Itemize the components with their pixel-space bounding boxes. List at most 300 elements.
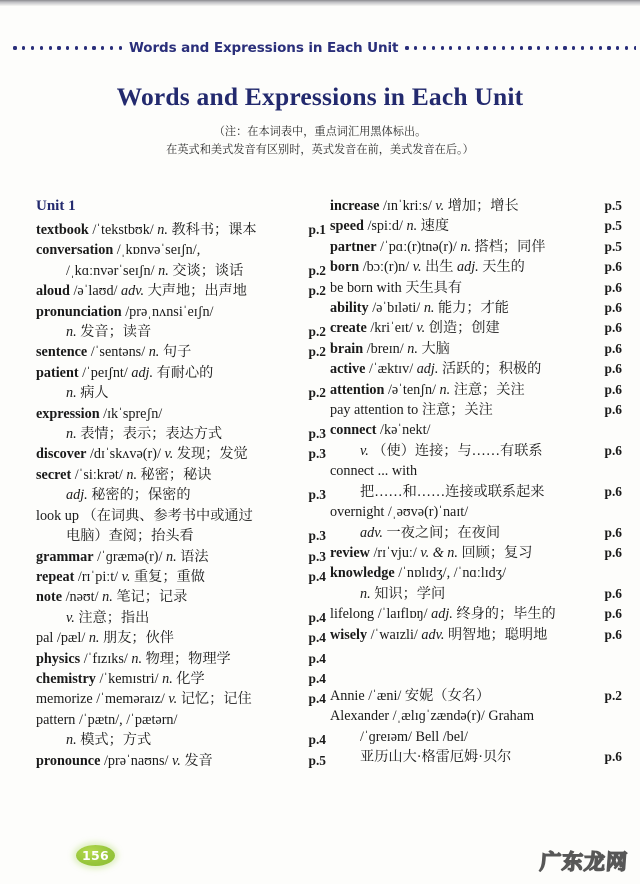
entry-line <box>36 628 326 648</box>
entry-page-ref: p.4 <box>308 650 326 666</box>
entry-line <box>36 669 326 689</box>
entry-text <box>330 318 599 338</box>
entry-text <box>330 727 616 747</box>
entry-part-of-speech: v. <box>416 320 426 337</box>
entry-phonetic: /ˈsiːkrət/ <box>74 466 123 483</box>
entry-text <box>330 196 599 216</box>
entry-part-of-speech: v. <box>66 609 75 626</box>
entry-headword: physics <box>36 650 81 667</box>
entry-phonetic: /dɪˈskʌvə(r)/ <box>89 446 161 463</box>
entry-phonetic: /ˈæni/ <box>368 687 402 704</box>
entry-headword: active <box>330 361 366 378</box>
entry-line <box>36 220 326 240</box>
entry-phonetic: /spiːd/ <box>367 218 403 235</box>
entry-text <box>36 465 320 485</box>
entry-translation: 创造；创建 <box>428 320 500 337</box>
entry-phonetic: /ɪnˈkriːs/ <box>382 198 432 214</box>
entry-page-ref: p.6 <box>604 442 622 458</box>
entry-text <box>330 237 599 257</box>
entry-headword: grammar <box>36 548 94 565</box>
entry-line <box>36 710 326 730</box>
entry-part-of-speech-2: adj. <box>457 259 479 276</box>
entry-page-ref: p.6 <box>604 544 622 560</box>
entry-text <box>36 322 303 342</box>
entry-phonetic: /ˈsentəns/ <box>90 344 146 361</box>
entry-page-ref: p.5 <box>308 752 326 768</box>
entry-line <box>330 482 622 502</box>
entry-line <box>330 584 622 604</box>
entry-page-ref: p.6 <box>604 279 622 295</box>
entry-translation: 语法 <box>180 548 209 565</box>
entry-translation: 教科书；课本 <box>171 222 257 238</box>
entry-headword: chemistry <box>36 670 96 687</box>
entry-translation: 有耐心的 <box>156 364 214 381</box>
entry-line <box>36 506 326 526</box>
entry-page-ref: p.6 <box>604 320 622 336</box>
entry-part-of-speech: adv. <box>421 626 445 643</box>
entry-translation: 注意；指出 <box>78 609 150 626</box>
dot-rule-right <box>405 41 636 55</box>
entry-translation: 笔记；记录 <box>116 589 188 606</box>
entry-text <box>330 584 599 604</box>
title-note-line-1: （注：在本词表中，重点词汇用黑体标出。 <box>213 126 427 138</box>
entry-line <box>330 727 622 747</box>
entry-phonetic: /ˈæktɪv/ <box>369 361 414 378</box>
entry-part-of-speech: adj. <box>416 361 439 378</box>
entry-translation: 把……和……连接或联系起来 <box>360 483 545 500</box>
entry-translation: 化学 <box>176 670 205 687</box>
entry-phonetic: /ˈtekstbʊk/ <box>92 222 154 238</box>
entry-part-of-speech: n. <box>131 650 143 667</box>
entry-phonetic: /ˈwaɪzli/ <box>370 626 418 643</box>
entry-headword: memorize <box>36 691 93 708</box>
entry-translation: 病人 <box>80 385 109 402</box>
entry-translation: 安妮（女名） <box>404 687 491 704</box>
entry-part-of-speech: v. <box>360 442 369 459</box>
entry-translation: 物理；物理学 <box>145 650 231 667</box>
entry-part-of-speech: n. <box>88 630 100 647</box>
entry-text <box>36 669 303 689</box>
entry-text <box>36 506 320 526</box>
entry-phonetic: /prəˈnaʊns/ <box>103 752 169 769</box>
entry-text <box>330 482 599 502</box>
entry-headword: wisely <box>330 626 368 643</box>
entry-part-of-speech: n. <box>158 262 169 279</box>
entry-headword: increase <box>330 198 380 214</box>
entry-headword: look up <box>36 507 79 524</box>
entry-text <box>330 563 616 583</box>
entry-phonetic: /bɔː(r)n/ <box>362 259 410 276</box>
unit-heading: Unit 1 <box>36 198 76 214</box>
entry-headword: overnight <box>330 504 385 521</box>
entry-text <box>330 441 599 461</box>
entry-phonetic: /ˌælɪɡˈzændə(r)/ <box>392 708 485 725</box>
entry-headword: speed <box>330 218 364 235</box>
entry-spacer <box>330 645 622 665</box>
entry-page-ref: p.2 <box>308 385 326 401</box>
entry-translation: 终身的；毕生的 <box>456 606 556 623</box>
entry-page-ref: p.2 <box>604 687 622 703</box>
entry-text <box>330 257 599 277</box>
entry-text <box>36 240 320 260</box>
entry-translation: 发现；发觉 <box>176 446 248 463</box>
entry-line <box>330 706 622 726</box>
entry-line <box>36 342 326 362</box>
entry-page-ref: p.4 <box>308 732 326 748</box>
entry-translation: 出生 <box>425 259 454 276</box>
entry-text <box>330 461 616 481</box>
entry-text <box>330 706 616 726</box>
entry-headword: lifelong <box>330 606 375 623</box>
entry-page-ref: p.2 <box>308 262 326 278</box>
entry-line <box>36 363 326 383</box>
entry-line <box>36 608 326 628</box>
entry-text <box>36 710 320 730</box>
entry-translation: 发音 <box>184 752 213 769</box>
entry-phonetic: /əˈbɪləti/ <box>372 300 421 317</box>
entry-translation: 记忆；记住 <box>180 691 252 708</box>
entry-page-ref: p.6 <box>604 524 622 540</box>
entry-headword: be born with <box>330 279 402 296</box>
entry-translation: 模式；方式 <box>80 732 152 749</box>
entry-page-ref: p.3 <box>308 528 326 544</box>
entry-headword: aloud <box>36 283 70 300</box>
entry-text <box>36 730 303 750</box>
entry-text <box>330 339 599 359</box>
entry-line <box>36 587 326 607</box>
entry-page-ref: p.6 <box>604 340 622 356</box>
entry-text <box>36 444 303 464</box>
entry-headword: repeat <box>36 568 75 585</box>
entry-page-ref: p.2 <box>308 344 326 360</box>
page-number-label: 156 <box>82 848 109 863</box>
entry-page-ref: p.1 <box>308 222 326 237</box>
entry-page-ref: p.4 <box>308 691 326 707</box>
entry-line <box>36 485 326 505</box>
entry-line <box>36 444 326 464</box>
entry-translation: 重复；重做 <box>133 568 205 585</box>
entry-line <box>330 359 622 379</box>
entry-translation-2: 天生的 <box>482 259 525 276</box>
entry-page-ref: p.6 <box>604 300 622 316</box>
entry-page-ref: p.4 <box>308 568 326 584</box>
entry-page-ref: p.6 <box>604 402 622 418</box>
entry-part-of-speech: n. <box>162 670 173 687</box>
entry-text <box>36 751 303 771</box>
entry-text <box>330 359 599 379</box>
entry-translation: 速度 <box>420 218 450 235</box>
entry-text <box>36 567 303 587</box>
entry-headword: patient <box>36 364 79 381</box>
entry-columns <box>36 196 622 834</box>
entry-headword: attention <box>330 381 385 398</box>
entry-part-of-speech: adv. <box>360 524 383 541</box>
entry-phonetic: /ˈmeməraɪz/ <box>96 691 165 708</box>
entry-part-of-speech: n. <box>423 300 435 317</box>
entry-page-ref: p.4 <box>308 670 326 686</box>
entry-headword: Alexander <box>330 708 390 725</box>
entry-text <box>330 216 599 236</box>
right-column <box>330 196 622 834</box>
running-head <box>0 38 640 58</box>
entry-phonetic: /kəˈnekt/ <box>380 422 431 439</box>
entry-part-of-speech: n. <box>66 324 77 341</box>
entry-page-ref: p.6 <box>604 483 622 499</box>
entry-phonetic: /pæl/ <box>56 630 86 647</box>
entry-headword: Annie <box>330 687 365 704</box>
entry-phonetic: /ˌkɑːnvərˈseɪʃn/ <box>66 262 155 279</box>
entry-text <box>36 587 320 607</box>
page-number-badge <box>76 845 115 866</box>
entry-page-ref: p.3 <box>308 426 326 442</box>
entry-headword: connect <box>330 422 377 439</box>
entry-headword: partner <box>330 238 377 255</box>
entry-translation: 朋友；伙伴 <box>103 630 174 647</box>
entry-headword: pal <box>36 630 54 647</box>
title-note-line-2: 在英式和美式发音有区别时，英式发音在前，美式发音在后。） <box>166 143 474 156</box>
entry-headword: discover <box>36 446 87 463</box>
entry-text <box>36 342 303 362</box>
page-title: Words and Expressions in Each Unit <box>116 82 524 111</box>
entry-line <box>330 216 622 236</box>
entry-part-of-speech: v. & n. <box>420 544 458 561</box>
entry-text <box>36 649 303 669</box>
entry-headword: pronounce <box>36 752 101 769</box>
left-entry-list <box>36 220 326 771</box>
entry-page-ref: p.6 <box>604 361 622 377</box>
entry-part-of-speech: n. <box>102 589 113 606</box>
entry-phonetic: /ˈlaɪflɒŋ/ <box>377 606 428 623</box>
entry-phonetic: /breɪn/ <box>366 340 404 357</box>
entry-translation: 秘密的；保密的 <box>91 487 191 504</box>
entry-phonetic: /prəˌnʌnsiˈeɪʃn/ <box>125 303 214 320</box>
entry-translation: （使）连接；与……有联系 <box>372 442 543 459</box>
entry-headword: sentence <box>36 344 88 361</box>
entry-phonetic: /əˈlaʊd/ <box>73 283 118 300</box>
entry-text <box>330 604 599 624</box>
entry-translation: 大脑 <box>421 340 450 357</box>
entry-translation: 能力；才能 <box>438 300 509 317</box>
entry-line <box>330 563 622 583</box>
entry-phonetic: /ˈɡreɪəm/ <box>360 728 412 745</box>
entry-part-of-speech: v. <box>121 568 131 585</box>
entry-translation: 发音；读音 <box>80 324 152 341</box>
entry-headword: pronunciation <box>36 303 122 320</box>
entry-part-of-speech: adj. <box>131 364 154 381</box>
entry-page-ref: p.5 <box>604 218 622 234</box>
entry-text <box>330 747 599 767</box>
entry-page-ref: p.2 <box>308 283 326 299</box>
entry-translation: 交谈；谈话 <box>172 262 244 279</box>
entry-text <box>36 526 303 546</box>
entry-line <box>330 625 622 645</box>
entry-part-of-speech: n. <box>148 344 160 361</box>
entry-phonetic: /ɪkˈspreʃn/ <box>103 405 163 422</box>
entry-translation: 回顾；复习 <box>461 544 533 561</box>
entry-text <box>330 625 599 645</box>
entry-part-of-speech: n. <box>439 381 451 398</box>
left-column <box>36 196 326 834</box>
entry-line <box>36 322 326 342</box>
entry-text <box>36 628 303 648</box>
entry-page-ref: p.6 <box>604 626 622 642</box>
entry-part-of-speech: n. <box>360 585 371 602</box>
entry-text <box>36 363 320 383</box>
entry-headword: knowledge <box>330 565 395 582</box>
entry-line <box>330 196 622 216</box>
entry-line <box>330 686 622 706</box>
entry-headword: textbook <box>36 222 89 238</box>
entry-line <box>330 523 622 543</box>
entry-phonetic: /ˈɡræmə(r)/ <box>97 548 163 565</box>
entry-text <box>330 278 599 298</box>
entry-translation: 活跃的；积极的 <box>441 361 542 378</box>
entry-text <box>330 686 599 706</box>
entry-text <box>36 404 320 424</box>
right-entry-list <box>330 196 622 767</box>
entry-line <box>36 302 326 322</box>
entry-phonetic: /ˈnɒlɪdʒ/, /ˈnɑːlɪdʒ/ <box>398 565 507 582</box>
entry-phonetic: /ˌəʊvə(r)ˈnaɪt/ <box>387 504 469 521</box>
entry-phonetic: /ˈfɪzɪks/ <box>83 650 128 667</box>
entry-text <box>36 383 303 403</box>
entry-translation: 注意；关注 <box>453 381 525 398</box>
entry-line <box>36 689 326 709</box>
entry-translation: 一夜之间；在夜间 <box>386 524 501 541</box>
entry-headword: brain <box>330 340 364 357</box>
entry-line <box>330 747 622 767</box>
entry-line <box>330 257 622 277</box>
entry-part-of-speech: n. <box>157 222 168 238</box>
entry-line <box>36 404 326 424</box>
entry-translation: 知识；学问 <box>374 585 446 602</box>
entry-line <box>330 237 622 257</box>
entry-page-ref: p.2 <box>308 324 326 340</box>
entry-phonetic: /rɪˈvjuː/ <box>373 544 417 561</box>
entry-name-tail: Graham <box>488 708 535 725</box>
entry-text <box>330 502 616 522</box>
entry-headword: pay attention to <box>330 402 419 419</box>
entry-text <box>330 380 599 400</box>
entry-name-tail: Bell /bel/ <box>415 728 468 745</box>
entry-phonetic: /rɪˈpiːt/ <box>77 568 119 585</box>
entry-line <box>330 543 622 563</box>
entry-line <box>330 400 622 420</box>
entry-translation: 表情；表示；表达方式 <box>80 426 223 443</box>
entry-line <box>330 298 622 318</box>
dot-rule-left <box>4 41 122 55</box>
entry-line <box>36 526 326 546</box>
entry-part-of-speech: v. <box>172 752 181 769</box>
entry-translation: 增加；增长 <box>447 198 519 214</box>
running-head-title: Words and Expressions in Each Unit <box>129 40 399 56</box>
entry-headword: born <box>330 259 360 276</box>
entry-phonetic: /ˈpɑː(r)tnə(r)/ <box>380 238 457 255</box>
entry-text <box>36 547 303 567</box>
entry-headword: create <box>330 320 367 337</box>
entry-part-of-speech: adv. <box>121 283 145 300</box>
entry-part-of-speech: n. <box>166 548 177 565</box>
entry-text <box>36 689 303 709</box>
entry-headword: secret <box>36 466 72 483</box>
entry-part-of-speech: adj. <box>431 606 453 623</box>
entry-text <box>330 298 599 318</box>
entry-translation: 句子 <box>162 344 192 361</box>
entry-line <box>36 240 326 260</box>
entry-part-of-speech: v. <box>412 259 422 276</box>
entry-part-of-speech: v. <box>164 446 174 463</box>
entry-phonetic: /ˈpeɪʃnt/ <box>82 364 128 381</box>
entry-part-of-speech: adj. <box>66 487 88 504</box>
entry-part-of-speech: n. <box>126 466 137 483</box>
entry-page-ref: p.6 <box>604 606 622 622</box>
scan-edge-band <box>0 0 640 6</box>
entry-page-ref: p.3 <box>308 487 326 503</box>
entry-translation: 明智地；聪明地 <box>447 626 548 643</box>
watermark: 广东龙网 <box>539 850 629 874</box>
entry-spacer <box>330 665 622 685</box>
entry-line <box>36 424 326 444</box>
entry-page-ref: p.4 <box>308 630 326 646</box>
entry-translation: （在词典、参考书中或通过 <box>82 507 253 524</box>
entry-text <box>36 220 303 240</box>
entry-headword: connect ... with <box>330 463 418 480</box>
entry-text <box>330 543 599 563</box>
entry-part-of-speech: n. <box>460 238 471 255</box>
entry-text <box>36 281 303 301</box>
entry-part-of-speech: n. <box>407 340 418 357</box>
entry-text <box>36 608 303 628</box>
entry-line <box>36 547 326 567</box>
entry-line <box>330 420 622 440</box>
entry-text <box>36 424 303 444</box>
entry-page-ref: p.6 <box>604 585 622 601</box>
entry-page-ref: p.3 <box>308 548 326 564</box>
entry-line <box>36 567 326 587</box>
entry-page-ref: p.5 <box>604 238 622 254</box>
entry-part-of-speech: n. <box>66 426 77 443</box>
entry-part-of-speech: n. <box>66 732 77 749</box>
entry-line <box>330 339 622 359</box>
entry-headword: review <box>330 544 370 561</box>
entry-page-ref: p.6 <box>604 259 622 275</box>
entry-line <box>36 261 326 281</box>
title-note <box>0 124 640 159</box>
entry-line <box>36 281 326 301</box>
entry-translation: 天生具有 <box>405 279 463 296</box>
entry-headword: conversation <box>36 242 114 259</box>
entry-line <box>36 649 326 669</box>
entry-part-of-speech: v. <box>168 691 178 708</box>
entry-headword: expression <box>36 405 100 422</box>
entry-translation: 亚历山大·格雷厄姆·贝尔 <box>360 748 512 765</box>
entry-line <box>330 461 622 481</box>
entry-text <box>36 485 303 505</box>
entry-line <box>330 278 622 298</box>
entry-line <box>36 383 326 403</box>
entry-text <box>36 261 303 281</box>
entry-phonetic: /ˈpætn/, /ˈpætərn/ <box>78 711 178 728</box>
entry-line <box>36 465 326 485</box>
entry-part-of-speech: v. <box>435 198 445 214</box>
entry-line <box>36 751 326 771</box>
entry-page-ref: p.6 <box>604 381 622 397</box>
entry-text <box>330 523 599 543</box>
entry-translation: 大声地；出声地 <box>147 283 247 300</box>
entry-line <box>36 730 326 750</box>
entry-line <box>330 380 622 400</box>
entry-page-ref: p.3 <box>308 446 326 462</box>
